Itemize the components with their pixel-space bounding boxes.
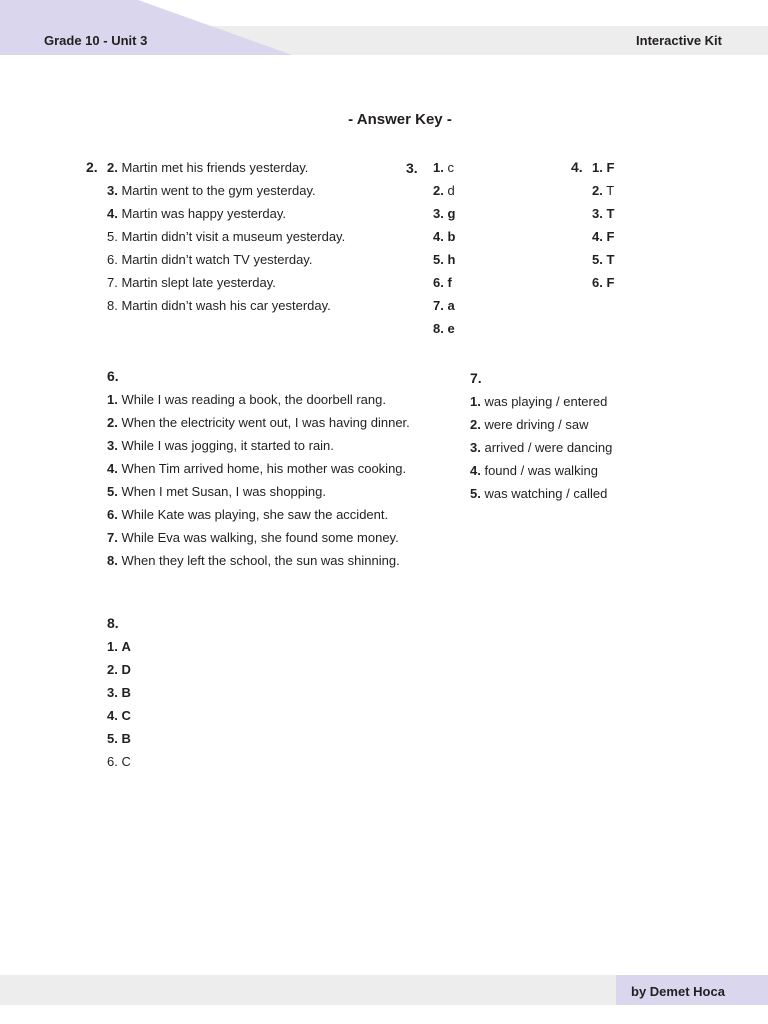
exercise-3-number: 3. bbox=[406, 160, 418, 176]
list-item bbox=[592, 202, 614, 225]
list-item bbox=[433, 248, 455, 271]
item-number: 5. bbox=[592, 252, 603, 267]
item-number: 5. bbox=[107, 731, 118, 746]
list-item bbox=[107, 635, 131, 658]
list-item bbox=[107, 658, 131, 681]
item-text: While I was jogging, it started to rain. bbox=[121, 438, 334, 453]
kit-label: Interactive Kit bbox=[636, 33, 722, 48]
list-item bbox=[592, 179, 614, 202]
item-text: were driving / saw bbox=[484, 417, 589, 432]
list-item bbox=[470, 390, 612, 413]
item-text: was watching / called bbox=[484, 486, 608, 501]
item-answer: f bbox=[447, 275, 452, 290]
list-item bbox=[433, 225, 455, 248]
exercise-7-number: 7. bbox=[470, 370, 482, 386]
item-number: 6. bbox=[107, 754, 118, 769]
item-number: 4. bbox=[433, 229, 444, 244]
list-item bbox=[107, 480, 410, 503]
item-text: When they left the school, the sun was shinning. bbox=[121, 553, 400, 568]
item-number: 8. bbox=[107, 553, 118, 568]
item-text: Martin met his friends yesterday. bbox=[121, 160, 309, 175]
item-number: 7. bbox=[107, 530, 118, 545]
item-text: When the electricity went out, I was having dinner. bbox=[121, 415, 410, 430]
unit-label: Grade 10 - Unit 3 bbox=[44, 33, 148, 48]
item-answer: B bbox=[121, 685, 131, 700]
list-item bbox=[433, 317, 455, 340]
item-text: Martin didn’t watch TV yesterday. bbox=[121, 252, 313, 267]
item-answer: F bbox=[606, 160, 615, 175]
item-number: 4. bbox=[107, 461, 118, 476]
item-number: 6. bbox=[107, 252, 118, 267]
list-item bbox=[433, 156, 455, 179]
item-number: 4. bbox=[592, 229, 603, 244]
list-item bbox=[592, 156, 614, 179]
item-answer: h bbox=[447, 252, 456, 267]
item-number: 5. bbox=[107, 484, 118, 499]
item-number: 2. bbox=[433, 183, 444, 198]
footer-author: by Demet Hoca bbox=[631, 984, 725, 999]
page-title: - Answer Key - bbox=[348, 111, 452, 128]
item-number: 3. bbox=[470, 440, 481, 455]
item-number: 1. bbox=[107, 392, 118, 407]
item-answer: g bbox=[447, 206, 456, 221]
list-item bbox=[107, 271, 345, 294]
list-item bbox=[107, 294, 345, 317]
item-number: 2. bbox=[107, 662, 118, 677]
list-item bbox=[433, 271, 455, 294]
item-number: 5. bbox=[107, 229, 118, 244]
list-item bbox=[433, 294, 455, 317]
list-item bbox=[107, 434, 410, 457]
item-answer: c bbox=[447, 160, 454, 175]
list-item bbox=[592, 248, 614, 271]
item-number: 8. bbox=[433, 321, 444, 336]
item-answer: T bbox=[606, 252, 615, 267]
list-item bbox=[107, 411, 410, 434]
item-answer: B bbox=[121, 731, 131, 746]
item-answer: C bbox=[121, 708, 131, 723]
list-item bbox=[107, 248, 345, 271]
item-answer: d bbox=[447, 183, 455, 198]
exercise-2-number: 2. bbox=[86, 159, 98, 175]
item-answer: D bbox=[121, 662, 131, 677]
item-number: 2. bbox=[592, 183, 603, 198]
item-number: 1. bbox=[107, 639, 118, 654]
exercise-3-list bbox=[433, 156, 455, 340]
item-text: Martin was happy yesterday. bbox=[121, 206, 286, 221]
item-answer: F bbox=[606, 275, 615, 290]
list-item bbox=[107, 704, 131, 727]
item-text: was playing / entered bbox=[484, 394, 608, 409]
list-item bbox=[107, 457, 410, 480]
item-text: Martin slept late yesterday. bbox=[121, 275, 276, 290]
item-text: found / was walking bbox=[484, 463, 598, 478]
item-answer: T bbox=[606, 183, 615, 198]
item-answer: C bbox=[121, 754, 131, 769]
exercise-6-list bbox=[107, 388, 410, 572]
list-item bbox=[107, 750, 131, 773]
item-answer: e bbox=[447, 321, 455, 336]
list-item bbox=[592, 225, 614, 248]
item-answer: a bbox=[447, 298, 455, 313]
item-number: 2. bbox=[470, 417, 481, 432]
item-number: 1. bbox=[592, 160, 603, 175]
list-item bbox=[107, 681, 131, 704]
item-number: 8. bbox=[107, 298, 118, 313]
list-item bbox=[107, 156, 345, 179]
item-number: 4. bbox=[107, 206, 118, 221]
item-number: 3. bbox=[107, 685, 118, 700]
item-number: 5. bbox=[433, 252, 444, 267]
item-answer: A bbox=[121, 639, 131, 654]
item-text: While Kate was playing, she saw the accident. bbox=[121, 507, 389, 522]
item-number: 3. bbox=[433, 206, 444, 221]
exercise-6-number: 6. bbox=[107, 368, 119, 384]
item-answer: T bbox=[606, 206, 615, 221]
list-item bbox=[470, 459, 612, 482]
item-number: 6. bbox=[592, 275, 603, 290]
item-number: 7. bbox=[107, 275, 118, 290]
item-number: 4. bbox=[470, 463, 481, 478]
exercise-7-list bbox=[470, 390, 612, 505]
item-number: 6. bbox=[107, 507, 118, 522]
item-number: 3. bbox=[107, 183, 118, 198]
item-number: 5. bbox=[470, 486, 481, 501]
list-item bbox=[470, 436, 612, 459]
exercise-4-list bbox=[592, 156, 614, 294]
item-number: 2. bbox=[107, 160, 118, 175]
item-text: Martin went to the gym yesterday. bbox=[121, 183, 316, 198]
item-text: While I was reading a book, the doorbell rang. bbox=[121, 392, 386, 407]
exercise-2-list bbox=[107, 156, 345, 317]
item-number: 3. bbox=[592, 206, 603, 221]
list-item bbox=[433, 179, 455, 202]
list-item bbox=[107, 202, 345, 225]
list-item bbox=[107, 526, 410, 549]
list-item bbox=[107, 225, 345, 248]
item-number: 6. bbox=[433, 275, 444, 290]
list-item bbox=[107, 503, 410, 526]
list-item bbox=[433, 202, 455, 225]
list-item bbox=[592, 271, 614, 294]
exercise-8-number: 8. bbox=[107, 615, 119, 631]
item-text: While Eva was walking, she found some money. bbox=[121, 530, 399, 545]
exercise-8-list bbox=[107, 635, 131, 773]
exercise-4-number: 4. bbox=[571, 159, 583, 175]
item-number: 4. bbox=[107, 708, 118, 723]
item-number: 1. bbox=[470, 394, 481, 409]
list-item bbox=[470, 413, 612, 436]
item-text: When I met Susan, I was shopping. bbox=[121, 484, 326, 499]
item-answer: F bbox=[606, 229, 615, 244]
item-answer: b bbox=[447, 229, 456, 244]
item-text: Martin didn’t wash his car yesterday. bbox=[121, 298, 331, 313]
list-item bbox=[107, 388, 410, 411]
list-item bbox=[107, 179, 345, 202]
item-text: arrived / were dancing bbox=[484, 440, 613, 455]
list-item bbox=[107, 727, 131, 750]
item-text: When Tim arrived home, his mother was cooking. bbox=[121, 461, 407, 476]
list-item bbox=[107, 549, 410, 572]
item-text: Martin didn’t visit a museum yesterday. bbox=[121, 229, 346, 244]
item-number: 1. bbox=[433, 160, 444, 175]
item-number: 7. bbox=[433, 298, 444, 313]
item-number: 2. bbox=[107, 415, 118, 430]
list-item bbox=[470, 482, 612, 505]
item-number: 3. bbox=[107, 438, 118, 453]
